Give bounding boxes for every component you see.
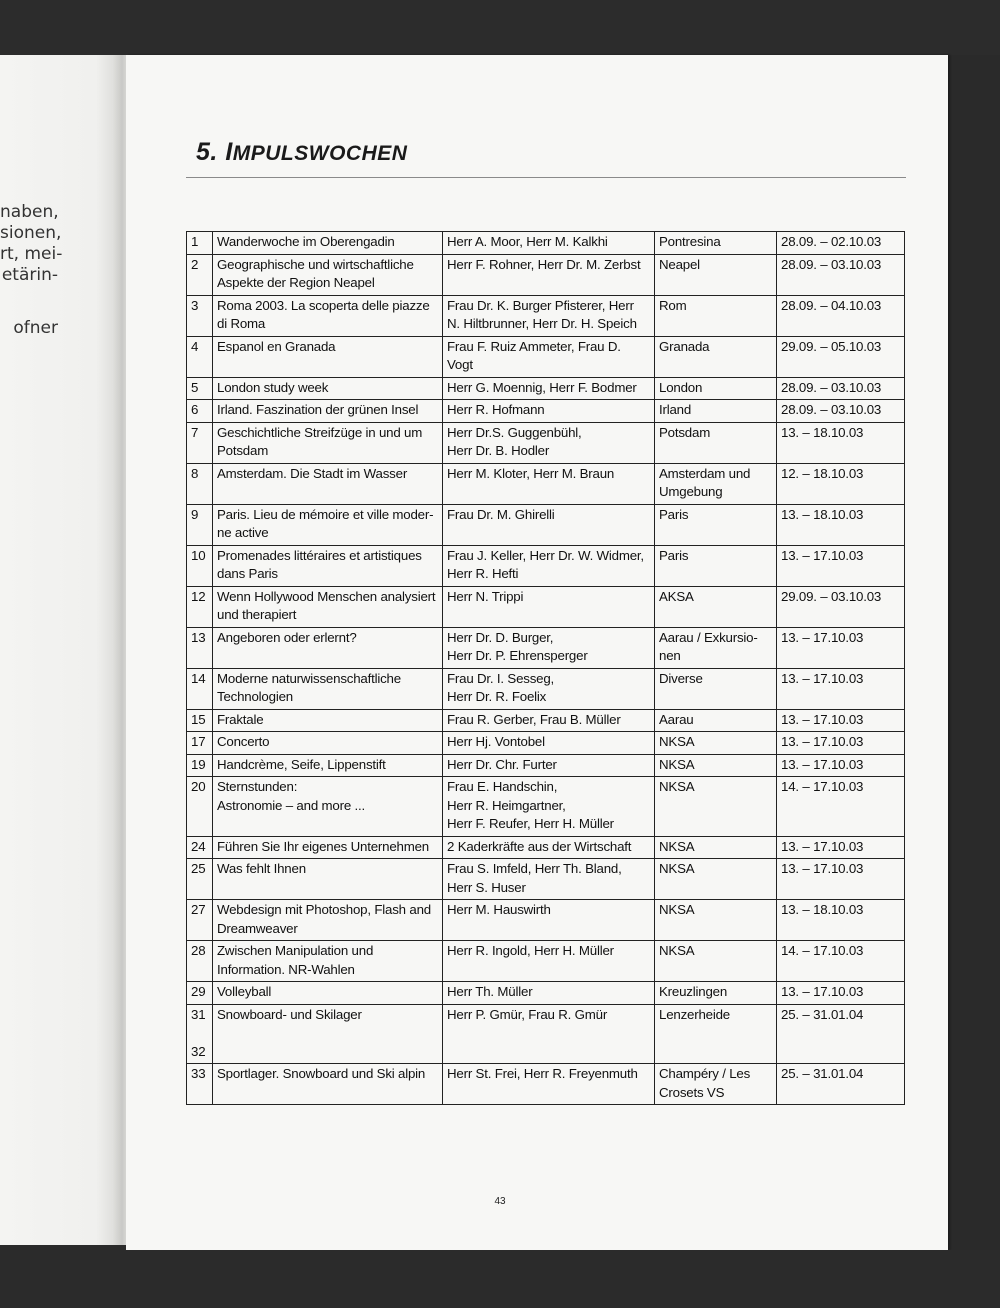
- course-dates: 28.09. – 02.10.03: [777, 232, 905, 255]
- course-title: Promenades littéraires et artistiques dans Paris: [213, 545, 443, 586]
- table-row: [187, 754, 905, 777]
- heading-rule: [186, 177, 906, 178]
- course-number: 33: [187, 1064, 213, 1105]
- facing-page-fragment: naben,: [0, 202, 59, 222]
- course-number: 27: [187, 900, 213, 941]
- course-location: Paris: [655, 545, 777, 586]
- course-number: 12: [187, 586, 213, 627]
- course-leaders: Herr Hj. Vontobel: [443, 732, 655, 755]
- course-leaders: Frau S. Imfeld, Herr Th. Bland, Herr S. Huser: [443, 859, 655, 900]
- course-leaders: Herr St. Frei, Herr R. Freyenmuth: [443, 1064, 655, 1105]
- course-location: Kreuzlingen: [655, 982, 777, 1005]
- course-title: Moderne naturwissenschaftliche Technologien: [213, 668, 443, 709]
- table-row: [187, 777, 905, 837]
- course-leaders: Herr R. Ingold, Herr H. Müller: [443, 941, 655, 982]
- heading-title: MPULSWOCHEN: [232, 142, 408, 165]
- course-number: 28: [187, 941, 213, 982]
- course-location: Rom: [655, 295, 777, 336]
- course-title: Espanol en Granada: [213, 336, 443, 377]
- course-location: Diverse: [655, 668, 777, 709]
- course-title: Angeboren oder erlernt?: [213, 627, 443, 668]
- course-location: Pontresina: [655, 232, 777, 255]
- course-dates: 13. – 17.10.03: [777, 709, 905, 732]
- course-title: Webdesign mit Photoshop, Flash and Dreamweaver: [213, 900, 443, 941]
- course-title: Volleyball: [213, 982, 443, 1005]
- scan-background-bottom: [0, 1250, 1000, 1308]
- course-title: Fraktale: [213, 709, 443, 732]
- table-row: [187, 504, 905, 545]
- course-dates: 28.09. – 03.10.03: [777, 254, 905, 295]
- course-dates: 13. – 17.10.03: [777, 668, 905, 709]
- course-location: Paris: [655, 504, 777, 545]
- table-row: [187, 732, 905, 755]
- course-number: 5: [187, 377, 213, 400]
- course-dates: 13. – 17.10.03: [777, 754, 905, 777]
- course-location: Granada: [655, 336, 777, 377]
- course-leaders: Frau J. Keller, Herr Dr. W. Widmer, Herr R. Hefti: [443, 545, 655, 586]
- course-dates: 29.09. – 05.10.03: [777, 336, 905, 377]
- course-leaders: Herr Dr. Chr. Furter: [443, 754, 655, 777]
- course-location: Aarau: [655, 709, 777, 732]
- course-number: 8: [187, 463, 213, 504]
- facing-page-fragment: etärin-: [1, 265, 58, 285]
- course-number: 24: [187, 836, 213, 859]
- course-dates: 13. – 17.10.03: [777, 545, 905, 586]
- table-row: [187, 463, 905, 504]
- table-row: [187, 668, 905, 709]
- table-row: [187, 377, 905, 400]
- heading-initial: I: [225, 138, 233, 166]
- course-number: 15: [187, 709, 213, 732]
- course-leaders: Frau F. Ruiz Ammeter, Frau D. Vogt: [443, 336, 655, 377]
- course-location: Irland: [655, 400, 777, 423]
- course-dates: 13. – 17.10.03: [777, 627, 905, 668]
- section-heading: [196, 138, 407, 167]
- course-leaders: Herr A. Moor, Herr M. Kalkhi: [443, 232, 655, 255]
- course-location: Lenzerheide: [655, 1004, 777, 1064]
- course-dates: 12. – 18.10.03: [777, 463, 905, 504]
- table-row: [187, 232, 905, 255]
- table-row: [187, 859, 905, 900]
- course-title: Geschichtliche Streifzüge in und um Potsdam: [213, 422, 443, 463]
- course-number: 17: [187, 732, 213, 755]
- course-number: 19: [187, 754, 213, 777]
- course-dates: 28.09. – 04.10.03: [777, 295, 905, 336]
- table-row: [187, 295, 905, 336]
- course-leaders: Frau E. Handschin, Herr R. Heimgartner, Herr F. Reufer, Herr H. Müller: [443, 777, 655, 837]
- table-row: [187, 836, 905, 859]
- course-leaders: Herr M. Hauswirth: [443, 900, 655, 941]
- course-number: 14: [187, 668, 213, 709]
- course-dates: 28.09. – 03.10.03: [777, 400, 905, 423]
- course-location: NKSA: [655, 941, 777, 982]
- course-leaders: Frau Dr. M. Ghirelli: [443, 504, 655, 545]
- course-dates: 13. – 17.10.03: [777, 732, 905, 755]
- course-location: London: [655, 377, 777, 400]
- course-title: Handcrème, Seife, Lippenstift: [213, 754, 443, 777]
- course-leaders: Herr Th. Müller: [443, 982, 655, 1005]
- course-title: Paris. Lieu de mémoire et ville moder- ne active: [213, 504, 443, 545]
- course-dates: 13. – 17.10.03: [777, 836, 905, 859]
- course-location: Aarau / Exkursio- nen: [655, 627, 777, 668]
- table-row: [187, 586, 905, 627]
- course-title: Was fehlt Ihnen: [213, 859, 443, 900]
- course-location: NKSA: [655, 732, 777, 755]
- course-location: AKSA: [655, 586, 777, 627]
- table-row: [187, 900, 905, 941]
- course-title: Wenn Hollywood Menschen analysiert und therapiert: [213, 586, 443, 627]
- course-title: Geographische und wirtschaftliche Aspekte der Region Neapel: [213, 254, 443, 295]
- table-row: [187, 627, 905, 668]
- table-row: [187, 1004, 905, 1064]
- course-number: 4: [187, 336, 213, 377]
- course-leaders: Herr Dr.S. Guggenbühl, Herr Dr. B. Hodler: [443, 422, 655, 463]
- course-title: Irland. Faszination der grünen Insel: [213, 400, 443, 423]
- course-title: Sportlager. Snowboard und Ski alpin: [213, 1064, 443, 1105]
- course-number: 25: [187, 859, 213, 900]
- course-dates: 14. – 17.10.03: [777, 777, 905, 837]
- course-location: NKSA: [655, 836, 777, 859]
- course-leaders: Herr M. Kloter, Herr M. Braun: [443, 463, 655, 504]
- course-dates: 25. – 31.01.04: [777, 1064, 905, 1105]
- table-row: [187, 941, 905, 982]
- table-row: [187, 400, 905, 423]
- course-title: London study week: [213, 377, 443, 400]
- course-leaders: Herr P. Gmür, Frau R. Gmür: [443, 1004, 655, 1064]
- course-number: 7: [187, 422, 213, 463]
- course-number: 3: [187, 295, 213, 336]
- course-location: NKSA: [655, 754, 777, 777]
- course-number: 1: [187, 232, 213, 255]
- course-number: 20: [187, 777, 213, 837]
- course-dates: 13. – 17.10.03: [777, 859, 905, 900]
- course-title: Roma 2003. La scoperta delle piazze di Roma: [213, 295, 443, 336]
- course-dates: 29.09. – 03.10.03: [777, 586, 905, 627]
- course-number: 29: [187, 982, 213, 1005]
- facing-page-fragment: rt, mei-: [0, 244, 63, 264]
- course-number: 9: [187, 504, 213, 545]
- table-row: [187, 422, 905, 463]
- course-dates: 13. – 17.10.03: [777, 982, 905, 1005]
- course-dates: 14. – 17.10.03: [777, 941, 905, 982]
- course-leaders: Frau R. Gerber, Frau B. Müller: [443, 709, 655, 732]
- facing-page-edge: [0, 55, 120, 1245]
- facing-page-fragment: ofner: [13, 318, 58, 338]
- course-location: Neapel: [655, 254, 777, 295]
- table-row: [187, 254, 905, 295]
- table-row: [187, 1064, 905, 1105]
- course-leaders: Frau Dr. I. Sesseg, Herr Dr. R. Foelix: [443, 668, 655, 709]
- scan-background-top: [0, 0, 1000, 55]
- course-title: Zwischen Manipulation und Information. NR-Wahlen: [213, 941, 443, 982]
- course-leaders: Herr R. Hofmann: [443, 400, 655, 423]
- course-location: NKSA: [655, 859, 777, 900]
- course-dates: 28.09. – 03.10.03: [777, 377, 905, 400]
- course-title: Führen Sie Ihr eigenes Unternehmen: [213, 836, 443, 859]
- course-dates: 13. – 18.10.03: [777, 422, 905, 463]
- impulswochen-table: [186, 231, 905, 1105]
- course-dates: 25. – 31.01.04: [777, 1004, 905, 1064]
- course-number: 2: [187, 254, 213, 295]
- page-number: 43: [494, 1196, 506, 1207]
- course-location: Potsdam: [655, 422, 777, 463]
- course-leaders: 2 Kaderkräfte aus der Wirtschaft: [443, 836, 655, 859]
- course-location: Champéry / Les Crosets VS: [655, 1064, 777, 1105]
- course-title: Sternstunden: Astronomie – and more ...: [213, 777, 443, 837]
- course-location: NKSA: [655, 777, 777, 837]
- table-row: [187, 982, 905, 1005]
- course-title: Concerto: [213, 732, 443, 755]
- course-title: Wanderwoche im Oberengadin: [213, 232, 443, 255]
- course-number: 13: [187, 627, 213, 668]
- course-location: Amsterdam und Umgebung: [655, 463, 777, 504]
- course-title: Amsterdam. Die Stadt im Wasser: [213, 463, 443, 504]
- course-dates: 13. – 18.10.03: [777, 504, 905, 545]
- course-number: 10: [187, 545, 213, 586]
- table-row: [187, 336, 905, 377]
- facing-page-fragment: sionen,: [0, 223, 62, 243]
- course-title: Snowboard- und Skilager: [213, 1004, 443, 1064]
- course-location: NKSA: [655, 900, 777, 941]
- table-row: [187, 545, 905, 586]
- course-dates: 13. – 18.10.03: [777, 900, 905, 941]
- course-leaders: Herr G. Moennig, Herr F. Bodmer: [443, 377, 655, 400]
- section-number: 5.: [196, 138, 218, 166]
- course-number: 31 32: [187, 1004, 213, 1064]
- course-leaders: Herr F. Rohner, Herr Dr. M. Zerbst: [443, 254, 655, 295]
- course-leaders: Frau Dr. K. Burger Pfisterer, Herr N. Hiltbrunner, Herr Dr. H. Speich: [443, 295, 655, 336]
- table-row: [187, 709, 905, 732]
- course-leaders: Herr Dr. D. Burger, Herr Dr. P. Ehrensperger: [443, 627, 655, 668]
- course-leaders: Herr N. Trippi: [443, 586, 655, 627]
- course-number: 6: [187, 400, 213, 423]
